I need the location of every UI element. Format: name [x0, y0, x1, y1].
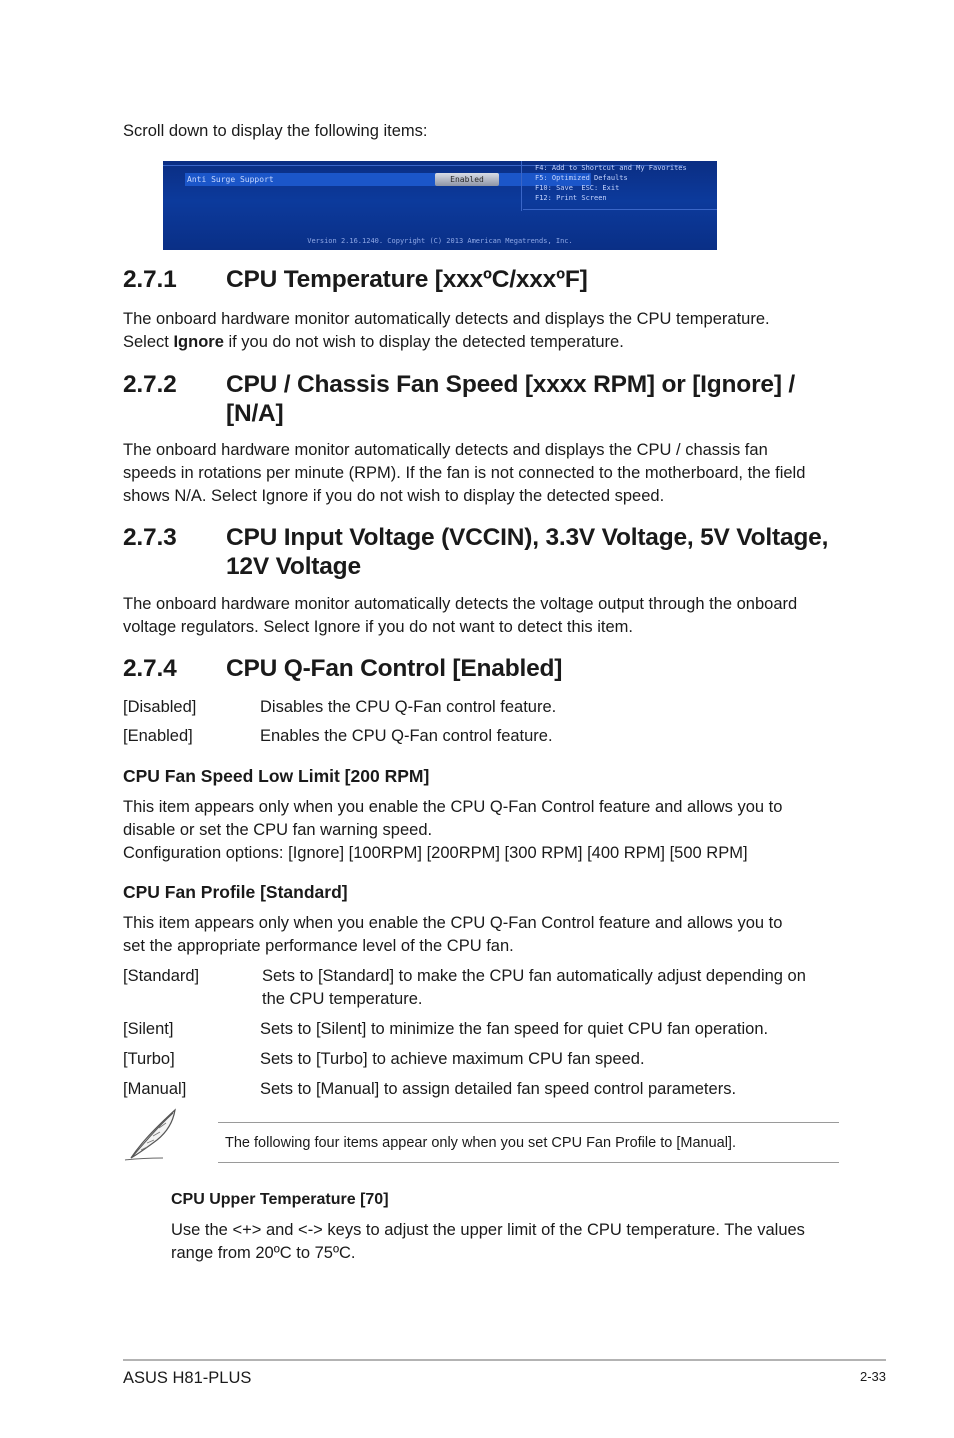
section-2-7-1-heading	[123, 265, 863, 295]
upper-temp-heading: CPU Upper Temperature [70]	[171, 1191, 389, 1208]
option-desc: Sets to [Silent] to minimize the fan speed for quiet CPU fan operation.	[260, 1020, 769, 1038]
option-key: [Turbo]	[123, 1050, 175, 1068]
option-row	[123, 1048, 863, 1071]
option-key: [Manual]	[123, 1080, 187, 1098]
section-title: CPU Input Voltage (VCCIN), 3.3V Voltage, 5V Voltage, 12V Voltage	[226, 524, 829, 580]
section-number: 2.7.3	[123, 524, 177, 551]
bios-item-label: Anti Surge Support	[187, 175, 274, 184]
option-row	[123, 1078, 863, 1101]
option-row	[123, 725, 863, 748]
ignore-keyword: Ignore	[173, 333, 224, 351]
option-desc: Sets to [Standard] to make the CPU fan automatically adjust depending on the CPU temperature.	[262, 967, 806, 1008]
body-line: The onboard hardware monitor automatically detects and displays the CPU temperature.	[123, 310, 770, 328]
option-key: [Disabled]	[123, 698, 197, 716]
intro-text: Scroll down to display the following items:	[123, 122, 428, 140]
fan-profile-heading: CPU Fan Profile [Standard]	[123, 882, 348, 902]
note-text: The following four items appear only when you set CPU Fan Profile to [Manual].	[225, 1135, 736, 1151]
section-2-7-4-heading	[123, 654, 863, 684]
option-row	[123, 1018, 863, 1041]
note-rule-bottom	[218, 1162, 839, 1163]
section-number: 2.7.1	[123, 266, 177, 293]
option-key: [Standard]	[123, 967, 200, 985]
section-2-7-2-body: The onboard hardware monitor automatically detects and displays the CPU / chassis fan speeds in rotations per minute (RPM). If the fan is not connected to the motherboard, the field shows N/A. Select Ignore if you do not wish to display the detected speed.	[123, 441, 806, 505]
footer-model: ASUS H81-PLUS	[123, 1369, 252, 1387]
option-desc: Sets to [Turbo] to achieve maximum CPU fan speed.	[260, 1050, 645, 1068]
section-2-7-1-body	[123, 308, 863, 354]
fan-profile-body: This item appears only when you enable the CPU Q-Fan Control feature and allows you to set the appropriate performance level of the CPU fan.	[123, 914, 783, 955]
low-limit-body: This item appears only when you enable the CPU Q-Fan Control feature and allows you to disable or set the CPU fan warning speed. Configuration options: [Ignore] [100RPM] [200RPM] [300 RPM] [400 RPM] [500 RPM]	[123, 798, 783, 862]
option-key: [Silent]	[123, 1020, 174, 1038]
section-2-7-2-heading	[123, 370, 863, 428]
footer-page-number: 2-33	[859, 1369, 886, 1384]
section-2-7-3-body: The onboard hardware monitor automatically detects the voltage output through the onboard voltage regulators. Select Ignore if you do not want to detect this item.	[123, 595, 798, 636]
section-title: CPU / Chassis Fan Speed [xxxx RPM] or [Ignore] / [N/A]	[226, 371, 795, 427]
section-number: 2.7.4	[123, 655, 177, 682]
option-desc: Disables the CPU Q-Fan control feature.	[260, 698, 557, 716]
option-row	[123, 965, 863, 1011]
option-key: [Enabled]	[123, 727, 193, 745]
section-number: 2.7.2	[123, 371, 177, 398]
bios-help-line-4: F12: Print Screen	[535, 194, 607, 202]
section-title: CPU Temperature [xxxºC/xxxºF]	[226, 266, 588, 293]
low-limit-heading: CPU Fan Speed Low Limit [200 RPM]	[123, 766, 430, 786]
section-title: CPU Q-Fan Control [Enabled]	[226, 655, 563, 682]
bios-item-value: Enabled	[435, 173, 499, 186]
note-rule-top	[218, 1122, 839, 1123]
option-desc: Enables the CPU Q-Fan control feature.	[260, 727, 553, 745]
feather-pen-icon	[123, 1106, 183, 1164]
option-desc: Sets to [Manual] to assign detailed fan speed control parameters.	[260, 1080, 737, 1098]
upper-temp-body: Use the <+> and <-> keys to adjust the upper limit of the CPU temperature. The values range from 20ºC to 75ºC.	[171, 1221, 805, 1262]
bios-help-line-1: F4: Add to Shortcut and My Favorites	[535, 164, 687, 172]
footer-rule	[123, 1359, 886, 1361]
section-2-7-3-heading	[123, 523, 863, 581]
bios-screenshot	[163, 161, 717, 250]
bios-help-line-2: F5: Optimized Defaults	[535, 174, 628, 182]
bios-version: Version 2.16.1240. Copyright (C) 2013 American Megatrends, Inc.	[307, 237, 573, 245]
bios-help-line-3: F10: Save ESC: Exit	[535, 184, 620, 192]
option-row	[123, 696, 863, 719]
body-line: Select Ignore if you do not wish to display the detected temperature.	[123, 333, 624, 351]
